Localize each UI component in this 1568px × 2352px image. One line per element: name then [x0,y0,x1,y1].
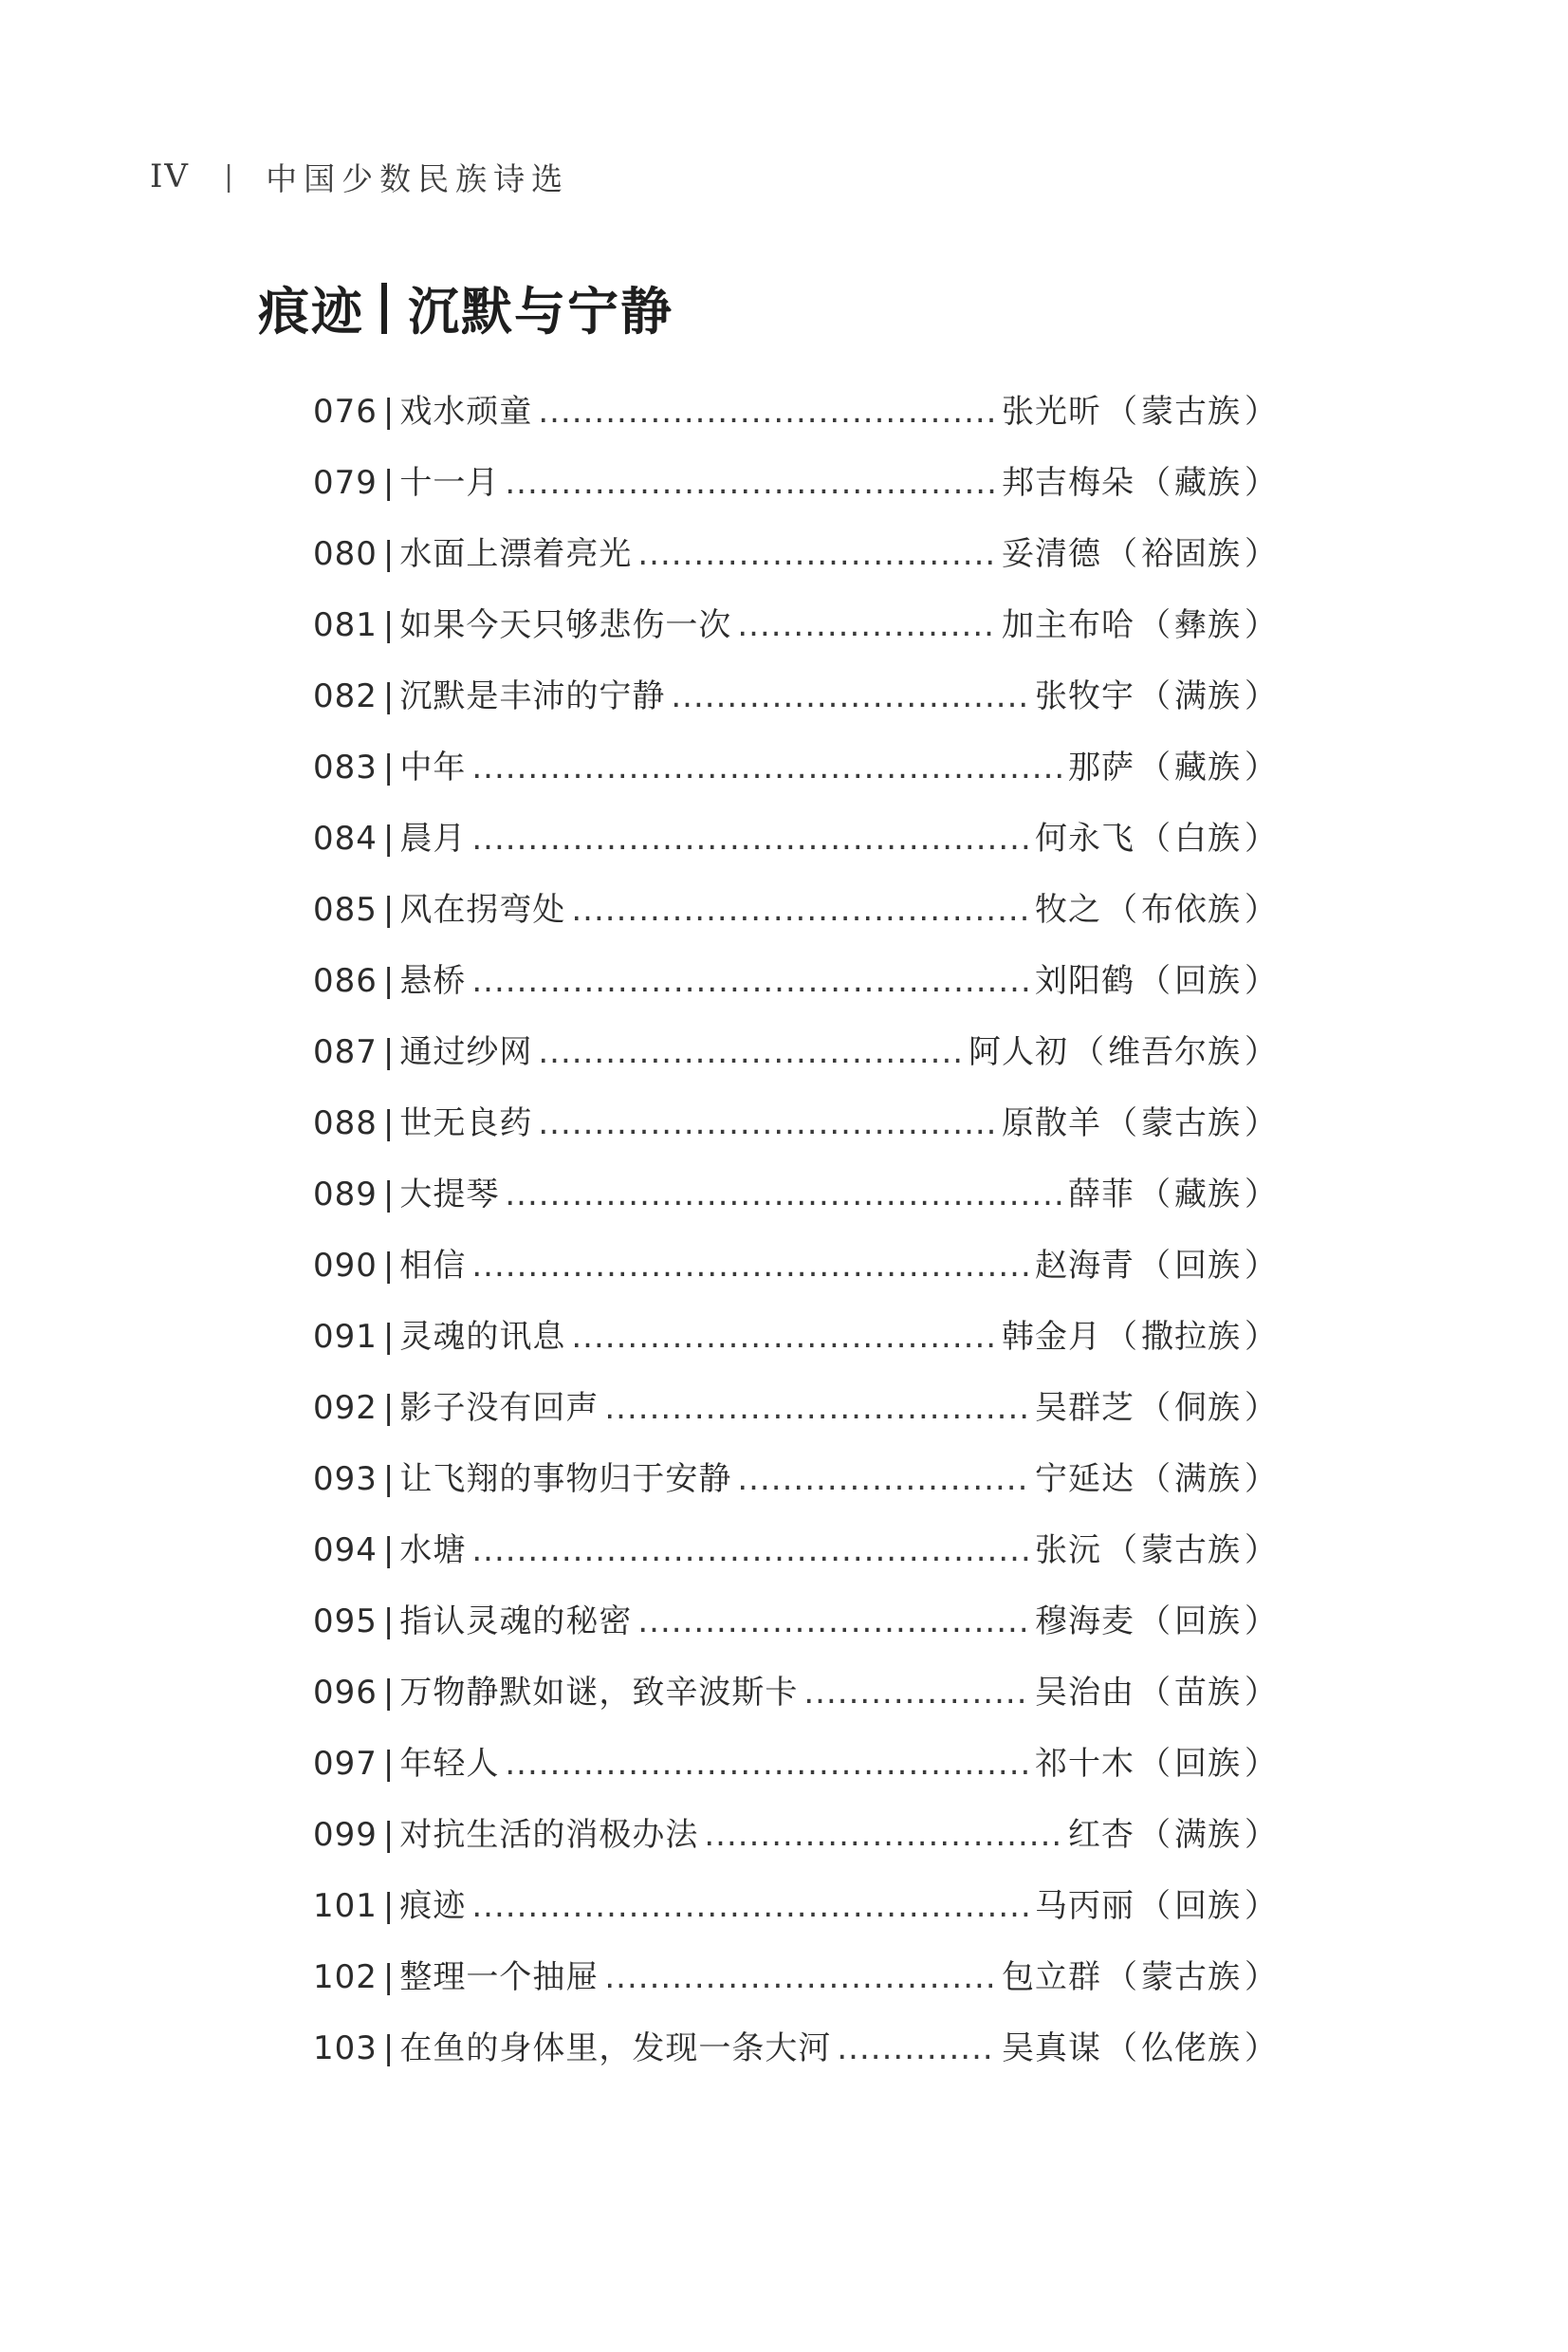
toc-paren-close: ） [1245,1958,1277,1996]
toc-author: 牧之 [1035,891,1101,929]
toc-divider: | [382,464,395,502]
toc-divider: | [382,1887,395,1925]
toc-dot-leader [471,749,1062,787]
toc-paren-close: ） [1245,820,1277,858]
section-title-right: 沉默与宁静 [408,281,673,342]
book-title: 中国少数民族诗选 [266,159,570,197]
toc-page-number: 091 [313,1318,378,1356]
toc-paren-open: （ [1105,1958,1137,1996]
toc-divider: | [382,677,395,715]
toc-author: 薛菲 [1068,1176,1134,1213]
toc-divider: | [382,1816,395,1854]
toc-page-number: 093 [313,1460,378,1498]
toc-ethnicity: 回族 [1174,1602,1241,1640]
toc-entry[interactable] [313,599,1281,670]
toc-entry[interactable] [313,1808,1281,1880]
toc-divider: | [382,1602,395,1640]
toc-author: 何永飞 [1035,820,1134,858]
toc-author: 韩金月 [1002,1318,1101,1356]
section-title-divider [381,283,387,334]
toc-poem-title: 相信 [399,1247,467,1285]
toc-paren-open: （ [1138,749,1171,787]
toc-divider: | [382,1674,395,1712]
toc-page-number: 081 [313,606,378,644]
toc-paren-open: （ [1138,464,1171,502]
toc-paren-open: （ [1138,677,1171,715]
toc-paren-close: ） [1245,2029,1277,2067]
toc-author: 宁延达 [1035,1460,1134,1498]
toc-author: 穆海麦 [1035,1602,1134,1640]
toc-entry[interactable] [313,1595,1281,1666]
toc-page-number: 096 [313,1674,378,1712]
toc-poem-title: 沉默是丰沛的宁静 [399,677,666,715]
toc-poem-title: 让飞翔的事物归于安静 [399,1460,732,1498]
toc-divider: | [382,1745,395,1783]
toc-ethnicity: 蒙古族 [1141,1958,1241,1996]
toc-dot-leader [505,464,996,502]
toc-paren-open: （ [1138,1176,1171,1213]
toc-ethnicity: 回族 [1174,1745,1241,1783]
toc-paren-open: （ [1138,820,1171,858]
toc-ethnicity: 藏族 [1174,464,1241,502]
toc-paren-open: （ [1138,1247,1171,1285]
toc-dot-leader [471,820,1029,858]
toc-poem-title: 在鱼的身体里，发现一条大河 [399,2029,832,2067]
toc-author: 吴真谋 [1002,2029,1101,2067]
toc-entry[interactable] [313,385,1281,456]
toc-paren-close: ） [1245,891,1277,929]
toc-entry[interactable] [313,812,1281,883]
toc-entry[interactable] [313,1026,1281,1097]
toc-divider: | [382,606,395,644]
toc-paren-close: ） [1245,606,1277,644]
toc-poem-title: 水塘 [399,1531,467,1569]
toc-paren-close: ） [1245,1104,1277,1142]
toc-page-number: 101 [313,1887,378,1925]
toc-page-number: 099 [313,1816,378,1854]
toc-paren-open: （ [1105,2029,1137,2067]
toc-divider: | [382,749,395,787]
toc-poem-title: 世无良药 [399,1104,533,1142]
toc-paren-open: （ [1105,1318,1137,1356]
toc-ethnicity: 藏族 [1174,1176,1241,1213]
toc-paren-open: （ [1138,1887,1171,1925]
toc-paren-open: （ [1105,1104,1137,1142]
toc-dot-leader [538,393,996,431]
toc-poem-title: 万物静默如谜，致辛波斯卡 [399,1674,799,1712]
toc-entry[interactable] [313,1097,1281,1168]
toc-page-number: 088 [313,1104,378,1142]
toc-paren-close: ） [1245,749,1277,787]
toc-poem-title: 指认灵魂的秘密 [399,1602,633,1640]
toc-divider: | [382,1460,395,1498]
toc-poem-title: 灵魂的讯息 [399,1318,566,1356]
toc-ethnicity: 白族 [1174,820,1241,858]
toc-paren-close: ） [1245,1033,1277,1071]
toc-poem-title: 戏水顽童 [399,393,533,431]
toc-divider: | [382,820,395,858]
toc-author: 原散羊 [1002,1104,1101,1142]
toc-paren-close: ） [1245,1176,1277,1213]
toc-dot-leader [538,1104,996,1142]
toc-ethnicity: 侗族 [1174,1389,1241,1427]
toc-paren-close: ） [1245,1460,1277,1498]
toc-dot-leader [471,1531,1029,1569]
toc-entry[interactable] [313,1524,1281,1595]
toc-page-number: 087 [313,1033,378,1071]
toc-ethnicity: 蒙古族 [1141,393,1241,431]
toc-paren-open: （ [1138,606,1171,644]
toc-divider: | [382,962,395,1000]
toc-paren-open: （ [1072,1033,1104,1071]
toc-poem-title: 对抗生活的消极办法 [399,1816,699,1854]
toc-dot-leader [671,677,1029,715]
toc-entry[interactable] [313,1381,1281,1453]
toc-paren-open: （ [1138,1460,1171,1498]
toc-page-number: 076 [313,393,378,431]
toc-author: 加主布哈 [1002,606,1134,644]
toc-entry[interactable] [313,1310,1281,1381]
section-title [258,271,673,344]
toc-dot-leader [737,606,996,644]
toc-author: 张光昕 [1002,393,1101,431]
toc-dot-leader [604,1389,1029,1427]
toc-author: 阿人初 [968,1033,1068,1071]
toc-paren-open: （ [1105,393,1137,431]
toc-paren-close: ） [1245,1531,1277,1569]
toc-ethnicity: 布依族 [1141,891,1241,929]
toc-paren-open: （ [1138,1674,1171,1712]
toc-entry[interactable] [313,1239,1281,1310]
toc-page-number: 086 [313,962,378,1000]
toc-author: 马丙丽 [1035,1887,1134,1925]
toc-entry[interactable] [313,1737,1281,1808]
toc-paren-close: ） [1245,1674,1277,1712]
toc-entry[interactable] [313,1951,1281,2022]
toc-dot-leader [704,1816,1062,1854]
toc-poem-title: 痕迹 [399,1887,467,1925]
toc-ethnicity: 回族 [1174,1247,1241,1285]
toc-entry[interactable] [313,456,1281,528]
toc-page-number: 089 [313,1176,378,1213]
toc-poem-title: 年轻人 [399,1745,500,1783]
toc-paren-close: ） [1245,535,1277,573]
toc-ethnicity: 蒙古族 [1141,1104,1241,1142]
toc-ethnicity: 回族 [1174,1887,1241,1925]
toc-dot-leader [471,1247,1029,1285]
toc-dot-leader [505,1176,1062,1213]
toc-author: 赵海青 [1035,1247,1134,1285]
toc-dot-leader [505,1745,1029,1783]
toc-paren-close: ） [1245,677,1277,715]
toc-dot-leader [538,1033,963,1071]
toc-author: 红杏 [1068,1816,1134,1854]
toc-paren-open: （ [1138,1602,1171,1640]
toc-author: 吴群芝 [1035,1389,1134,1427]
table-of-contents [313,385,1281,2093]
toc-ethnicity: 仫佬族 [1141,2029,1241,2067]
toc-author: 张沅 [1035,1531,1101,1569]
toc-divider: | [382,1389,395,1427]
toc-dot-leader [637,1602,1029,1640]
toc-entry[interactable] [313,954,1281,1026]
toc-divider: | [382,393,395,431]
toc-poem-title: 悬桥 [399,962,467,1000]
toc-dot-leader [803,1674,1029,1712]
toc-poem-title: 水面上漂着亮光 [399,535,633,573]
toc-paren-close: ） [1245,1745,1277,1783]
toc-ethnicity: 满族 [1174,677,1241,715]
toc-poem-title: 如果今天只够悲伤一次 [399,606,732,644]
toc-page-number: 085 [313,891,378,929]
toc-ethnicity: 苗族 [1174,1674,1241,1712]
toc-dot-leader [637,535,996,573]
toc-page-number: 097 [313,1745,378,1783]
toc-paren-open: （ [1105,535,1137,573]
toc-divider: | [382,1033,395,1071]
toc-page-number: 102 [313,1958,378,1996]
toc-poem-title: 晨月 [399,820,467,858]
toc-page-number: 079 [313,464,378,502]
toc-divider: | [382,1318,395,1356]
toc-poem-title: 风在拐弯处 [399,891,566,929]
toc-paren-open: （ [1138,1816,1171,1854]
toc-divider: | [382,1176,395,1213]
toc-entry[interactable] [313,1666,1281,1737]
running-header [150,150,569,203]
toc-author: 吴治由 [1035,1674,1134,1712]
toc-paren-open: （ [1138,1745,1171,1783]
toc-dot-leader [837,2029,996,2067]
toc-poem-title: 整理一个抽屉 [399,1958,600,1996]
toc-poem-title: 影子没有回声 [399,1389,600,1427]
toc-entry[interactable] [313,1453,1281,1524]
toc-paren-close: ） [1245,1247,1277,1285]
toc-author: 刘阳鹤 [1035,962,1134,1000]
toc-dot-leader [604,1958,996,1996]
toc-author: 那萨 [1068,749,1134,787]
toc-poem-title: 大提琴 [399,1176,500,1213]
toc-page-number: 090 [313,1247,378,1285]
toc-author: 包立群 [1002,1958,1101,1996]
toc-entry[interactable] [313,1168,1281,1239]
toc-divider: | [382,2029,395,2067]
toc-dot-leader [571,1318,996,1356]
toc-divider: | [382,535,395,573]
toc-dot-leader [471,1887,1029,1925]
toc-ethnicity: 彝族 [1174,606,1241,644]
toc-page-number: 095 [313,1602,378,1640]
toc-ethnicity: 裕固族 [1141,535,1241,573]
toc-ethnicity: 回族 [1174,962,1241,1000]
toc-entry[interactable] [313,1880,1281,1951]
toc-ethnicity: 撒拉族 [1141,1318,1241,1356]
toc-paren-open: （ [1138,1389,1171,1427]
toc-ethnicity: 维吾尔族 [1108,1033,1241,1071]
toc-author: 祁十木 [1035,1745,1134,1783]
toc-entry[interactable] [313,741,1281,812]
page-number: IV [150,157,190,195]
toc-entry[interactable] [313,883,1281,954]
toc-paren-close: ） [1245,1887,1277,1925]
toc-poem-title: 中年 [399,749,467,787]
toc-page-number: 080 [313,535,378,573]
toc-ethnicity: 满族 [1174,1460,1241,1498]
toc-ethnicity: 蒙古族 [1141,1531,1241,1569]
toc-ethnicity: 满族 [1174,1816,1241,1854]
toc-page-number: 082 [313,677,378,715]
toc-ethnicity: 藏族 [1174,749,1241,787]
toc-paren-close: ） [1245,393,1277,431]
toc-paren-close: ） [1245,962,1277,1000]
header-separator: | [223,159,234,194]
toc-paren-open: （ [1105,891,1137,929]
toc-paren-open: （ [1105,1531,1137,1569]
toc-divider: | [382,891,395,929]
toc-divider: | [382,1958,395,1996]
toc-paren-close: ） [1245,1318,1277,1356]
toc-paren-close: ） [1245,1389,1277,1427]
toc-poem-title: 十一月 [399,464,500,502]
toc-dot-leader [471,962,1029,1000]
toc-author: 妥清德 [1002,535,1101,573]
toc-divider: | [382,1531,395,1569]
toc-entry[interactable] [313,2022,1281,2093]
toc-poem-title: 通过纱网 [399,1033,533,1071]
toc-entry[interactable] [313,528,1281,599]
toc-paren-close: ） [1245,464,1277,502]
toc-page-number: 084 [313,820,378,858]
section-title-left: 痕迹 [258,281,364,342]
toc-entry[interactable] [313,670,1281,741]
toc-divider: | [382,1247,395,1285]
toc-paren-close: ） [1245,1602,1277,1640]
toc-divider: | [382,1104,395,1142]
toc-page-number: 092 [313,1389,378,1427]
toc-author: 邦吉梅朵 [1002,464,1134,502]
toc-paren-open: （ [1138,962,1171,1000]
toc-page-number: 083 [313,749,378,787]
toc-dot-leader [737,1460,1029,1498]
toc-author: 张牧宇 [1035,677,1134,715]
toc-paren-close: ） [1245,1816,1277,1854]
toc-dot-leader [571,891,1029,929]
toc-page-number: 094 [313,1531,378,1569]
toc-page-number: 103 [313,2029,378,2067]
